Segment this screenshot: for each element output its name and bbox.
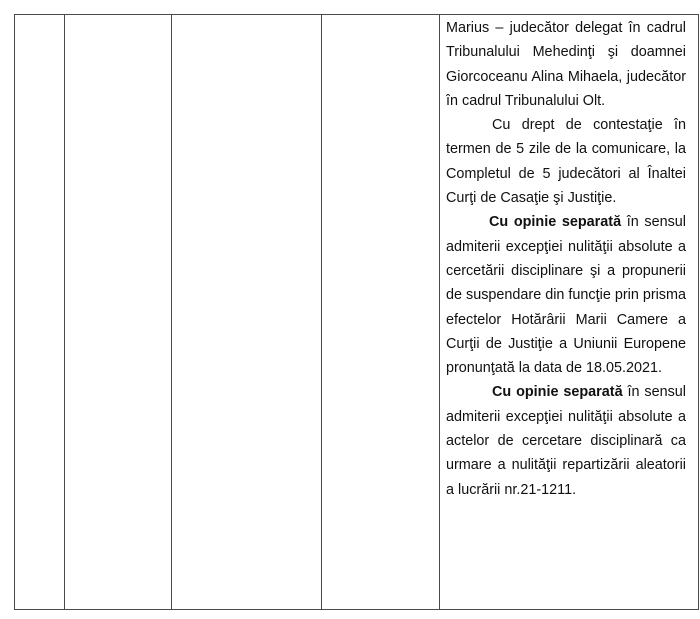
column-divider-4 <box>439 15 440 609</box>
separate-opinion-label-1: Cu opinie separată <box>489 214 622 231</box>
paragraph-appeal-right: Cu drept de contestaţie în termen de 5 zile de la comunicare, la Completul de 5 judecători al Înaltei Curţi de Casaţie şi Justiţie. <box>446 117 686 207</box>
paragraph-separate-opinion-2 <box>446 380 686 501</box>
table-cell-text <box>446 16 686 502</box>
paragraph-separate-opinion-1 <box>446 210 686 380</box>
column-divider-3 <box>321 15 322 609</box>
separate-opinion-text-2: în sensul admiterii excepţiei nulităţii absolute a actelor de cercetare disciplinară ca urmare a nulităţii repartizării aleatorii a lucrării nr.21-1211. <box>446 384 686 498</box>
separate-opinion-text-1: în sensul admiterii excepţiei nulităţii absolute a cercetării disciplinare şi a propunerii de suspendare din funcţie prin prisma efectelor Hotărârii Marii Camere a Curţii de Justiţie a Uniunii Europene pronunţată la data de 18.05.2021. <box>446 214 686 377</box>
column-divider-1 <box>64 15 65 609</box>
paragraph-judge-names: Marius – judecător delegat în cadrul Tribunalului Mehedinţi şi doamnei Giorcoceanu Alina Mihaela, judecător în cadrul Tribunalului Olt. <box>446 20 686 109</box>
separate-opinion-label-2: Cu opinie separată <box>492 384 623 401</box>
column-divider-2 <box>171 15 172 609</box>
